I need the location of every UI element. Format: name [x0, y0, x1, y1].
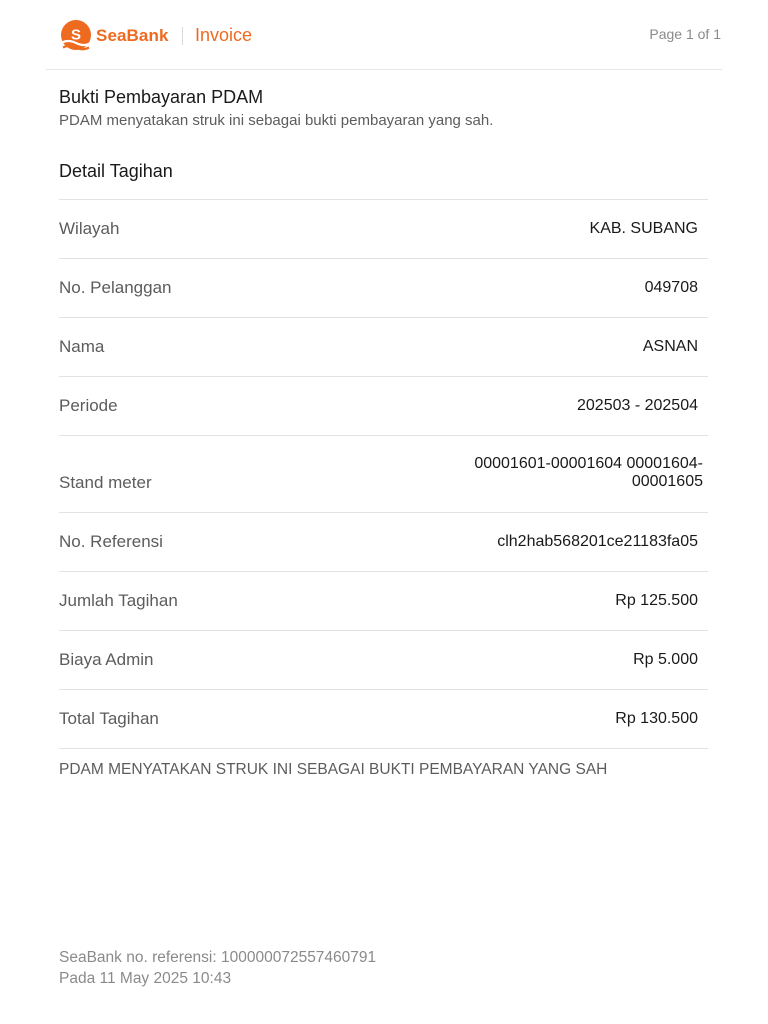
- row-label: Stand meter: [59, 473, 152, 492]
- row-value: Rp 125.500: [615, 592, 698, 609]
- row-label: Total Tagihan: [59, 709, 159, 728]
- header-divider: [182, 27, 183, 45]
- row-value: Rp 5.000: [633, 651, 698, 668]
- row-no-referensi: [59, 513, 708, 572]
- row-label: Biaya Admin: [59, 650, 154, 669]
- row-value: KAB. SUBANG: [589, 220, 698, 237]
- logo-letter: S: [70, 26, 82, 44]
- row-periode: [59, 377, 708, 436]
- row-no-pelanggan: [59, 259, 708, 318]
- brand-name: SeaBank: [96, 26, 169, 45]
- seabank-logo-icon: [59, 19, 93, 53]
- detail-table: [59, 199, 708, 749]
- bank-reference: SeaBank no. referensi: 100000072557460791: [59, 949, 377, 966]
- footer: [59, 947, 376, 989]
- seabank-logo: [59, 19, 169, 53]
- row-value: Rp 130.500: [615, 710, 698, 727]
- row-biaya-admin: [59, 631, 708, 690]
- row-label: Nama: [59, 337, 105, 356]
- validity-statement: PDAM MENYATAKAN STRUK INI SEBAGAI BUKTI PEMBAYARAN YANG SAH: [59, 761, 608, 778]
- row-jumlah-tagihan: [59, 572, 708, 631]
- page-indicator: Page 1 of 1: [649, 26, 721, 42]
- row-total-tagihan: [59, 690, 708, 749]
- row-label: Jumlah Tagihan: [59, 591, 178, 610]
- row-label: No. Referensi: [59, 532, 163, 551]
- row-value: clh2hab568201ce21183fa05: [497, 533, 698, 550]
- row-value: 049708: [644, 279, 698, 296]
- invoice-header: [46, 0, 722, 70]
- document-type: Invoice: [195, 25, 253, 45]
- row-wilayah: [59, 200, 708, 259]
- receipt-subtitle: PDAM menyatakan struk ini sebagai bukti pembayaran yang sah.: [59, 112, 494, 129]
- transaction-timestamp: Pada 11 May 2025 10:43: [59, 970, 232, 987]
- row-value: 00001601-00001604 00001604-00001605: [474, 455, 703, 490]
- receipt-title: Bukti Pembayaran PDAM: [59, 87, 264, 107]
- row-label: No. Pelanggan: [59, 278, 172, 297]
- row-label: Wilayah: [59, 219, 120, 238]
- section-title: Detail Tagihan: [59, 161, 173, 181]
- row-nama: [59, 318, 708, 377]
- row-value: ASNAN: [642, 338, 698, 355]
- row-stand-meter: [59, 436, 708, 513]
- row-value: 202503 - 202504: [577, 397, 698, 414]
- row-label: Periode: [59, 396, 118, 415]
